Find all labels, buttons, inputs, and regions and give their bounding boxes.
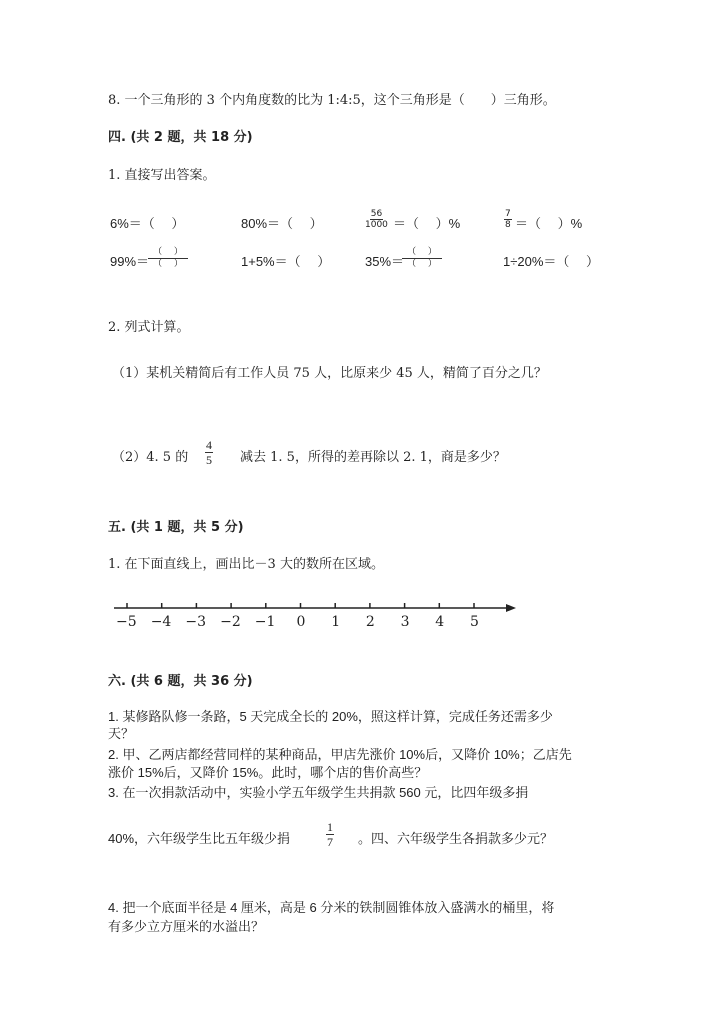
sec6-q2a: 2. 甲、乙两店都经营同样的某种商品，甲店先涨价 10%后，又降价 10%；乙店先: [108, 747, 572, 762]
sec6-q4b: 有多少立方厘米的水溢出？: [108, 919, 265, 934]
question-8: 8. 一个三角形的 3 个内角度数的比为 1:4:5，这个三角形是（ ）三角形。: [108, 93, 556, 108]
sec5-q1: 1. 在下面直线上，画出比－3 大的数所在区域。: [108, 557, 384, 572]
number-line-label: −3: [185, 614, 207, 630]
sec6-q1b: 天？: [108, 726, 135, 741]
denominator: 7: [327, 835, 333, 849]
calc-item: ＝（ ）%: [393, 216, 461, 231]
calc-item: 80%＝（ ）: [241, 216, 323, 231]
calc-item: 1÷20%＝（ ）: [503, 254, 599, 269]
blank-fraction: [148, 247, 188, 270]
number-line-label: −2: [220, 614, 241, 630]
denominator: 8: [505, 220, 511, 230]
numerator: 4: [206, 438, 212, 452]
section-4-title: 四. (共 2 题，共 18 分): [108, 130, 253, 145]
section-5-title: 五. (共 1 题，共 5 分): [108, 520, 244, 535]
fraction-1-7: [326, 820, 334, 849]
sec6-q4a: 4. 把一个底面半径是 4 厘米，高是 6 分米的铁制圆锥体放入盛满水的桶里，将: [108, 900, 555, 915]
number-line-label: 2: [365, 614, 375, 630]
number-line-label: 5: [470, 614, 479, 630]
number-line-label: 0: [296, 614, 306, 630]
number-line-label: 1: [331, 614, 341, 630]
sec6-q3a: 3. 在一次捐款活动中，实验小学五年级学生共捐款 560 元，比四年级多捐: [108, 785, 529, 800]
number-line-label: −1: [254, 614, 276, 630]
sec4-q2: 2. 列式计算。: [108, 320, 190, 335]
sec4-q2-2b: 减去 1. 5，所得的差再除以 2. 1，商是多少？: [240, 450, 506, 465]
sec6-q3b: 40%，六年级学生比五年级少捐: [108, 831, 291, 846]
calc-item: ＝（ ）%: [515, 216, 583, 231]
number-line-label: 4: [435, 614, 445, 630]
sec4-q2-1: （1）某机关精简后有工作人员 75 人，比原来少 45 人，精简了百分之几？: [112, 366, 547, 381]
denominator: （ ）: [153, 259, 183, 269]
denominator: 1000: [365, 220, 388, 230]
calc-item: 6%＝（ ）: [110, 216, 185, 231]
sec6-q2b: 涨价 15%后，又降价 15%。此时，哪个店的售价高些？: [108, 765, 428, 780]
sec6-q3c: 。四、六年级学生各捐款多少元？: [358, 831, 554, 846]
number-line-label: −5: [116, 614, 137, 630]
denominator: 5: [206, 453, 212, 467]
section-6-title: 六. (共 6 题，共 36 分): [108, 674, 253, 689]
calc-item: 35%＝: [365, 254, 405, 269]
blank-fraction: [402, 247, 442, 270]
numerator: 7: [505, 209, 511, 219]
fraction-7-8: [504, 209, 512, 230]
sec6-q1a: 1. 某修路队修一条路，5 天完成全长的 20%，照这样计算，完成任务还需多少: [108, 709, 553, 724]
numerator: 1: [327, 820, 333, 834]
numerator: （ ）: [148, 247, 188, 259]
arrow-head-icon: [506, 604, 516, 612]
sec4-q1: 1. 直接写出答案。: [108, 168, 216, 183]
number-line-label: −4: [150, 614, 172, 630]
denominator: （ ）: [407, 259, 437, 269]
sec4-q2-2a: （2）4. 5 的: [112, 450, 189, 465]
numerator: 56: [370, 209, 383, 219]
numerator: （ ）: [402, 247, 442, 259]
number-line-label: 3: [400, 614, 410, 630]
fraction-4-5: [205, 438, 213, 467]
fraction-56-1000: [365, 209, 388, 230]
calc-item: 99%＝: [110, 254, 150, 269]
calc-item: 1+5%＝（ ）: [241, 254, 331, 269]
number-line: [0, 595, 720, 635]
